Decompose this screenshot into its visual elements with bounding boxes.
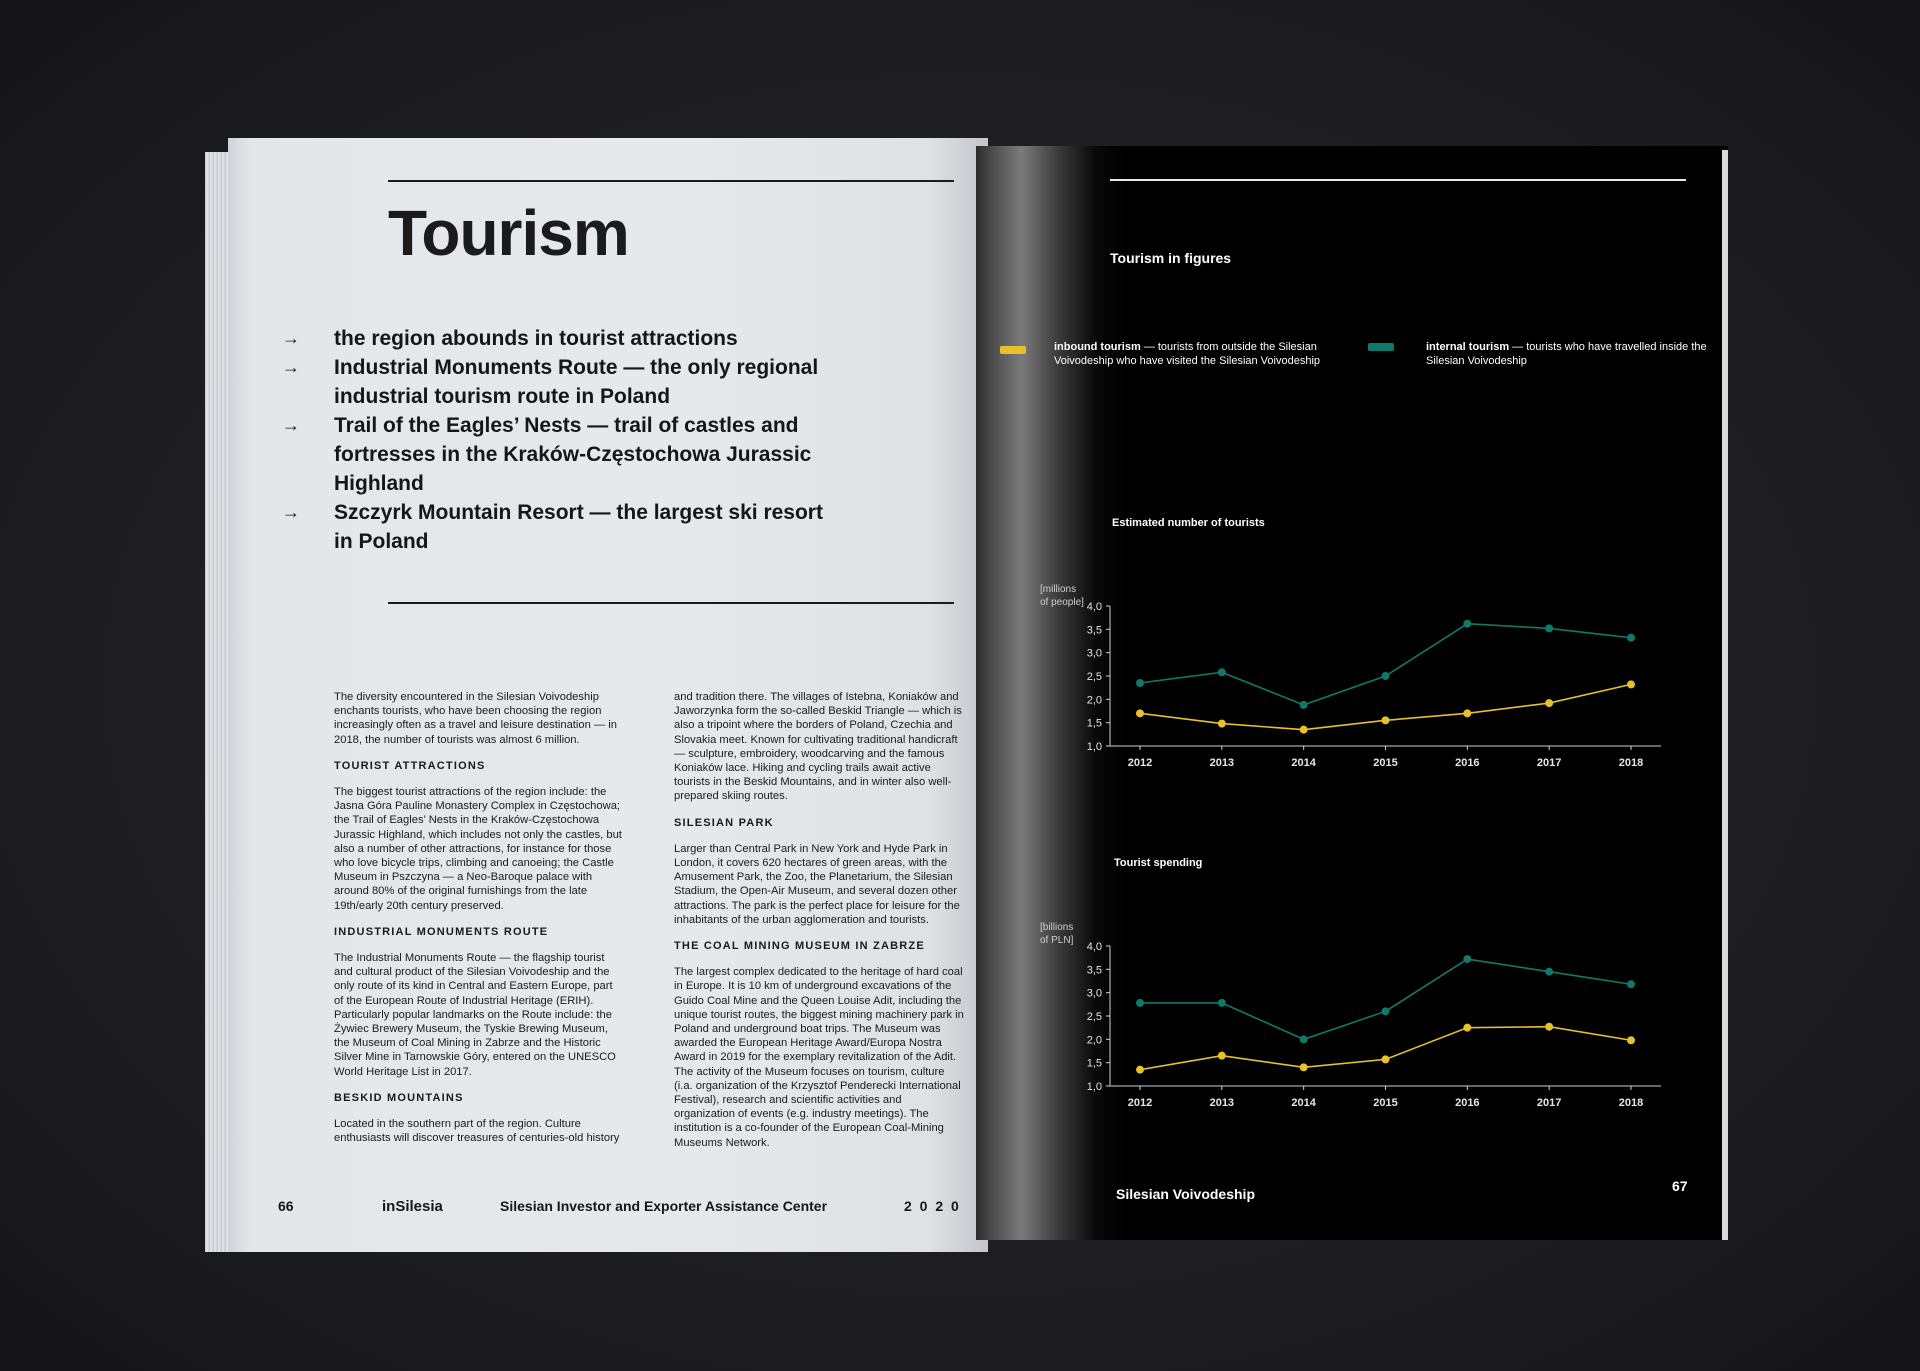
y-tick-label: 1,0 <box>1086 1081 1102 1093</box>
data-point <box>1218 999 1226 1007</box>
data-point <box>1463 709 1471 717</box>
series-line <box>1140 624 1631 705</box>
highlights-list <box>282 324 842 556</box>
page-number: 66 <box>278 1198 294 1214</box>
data-point <box>1218 720 1226 728</box>
page-title: Tourism <box>388 197 629 269</box>
section-heading: BESKID MOUNTAINS <box>334 1091 464 1104</box>
page-number: 67 <box>1672 1178 1688 1194</box>
data-point <box>1463 1024 1471 1032</box>
legend-swatch-internal <box>1368 343 1394 351</box>
legend-internal: internal tourism — tourists who have travelled inside the Silesian Voivodeship <box>1426 341 1707 367</box>
arrow-right-icon: → <box>282 357 300 377</box>
y-tick-label: 1,5 <box>1086 717 1102 730</box>
text-column-1 <box>334 690 624 1157</box>
data-point <box>1300 1063 1308 1071</box>
paragraph: and tradition there. The villages of Istebna, Koniaków and Jaworzynka form the so-called Beskid Triangle — which is also a tripoint where the borders of Poland, Czechia and Slovakia meet. Known for cultivating traditional handicraft — sculpture, embroidery, woodcarving and the famous Koniaków lace. Hiking and cycling trails await active tourists in the Beskid Mountains, and in winter also well-prepared skiing routes. <box>674 691 962 803</box>
arrow-right-icon: → <box>282 415 300 435</box>
section-heading: TOURIST ATTRACTIONS <box>334 759 486 772</box>
x-tick-label: 2018 <box>1618 1097 1644 1106</box>
chart-title: Tourist spending <box>1114 857 1203 869</box>
tourists-chart <box>1076 586 1676 766</box>
data-point <box>1218 668 1226 676</box>
data-point <box>1300 726 1308 734</box>
arrow-right-icon: → <box>282 502 300 522</box>
x-tick-label: 2013 <box>1209 757 1235 766</box>
data-point <box>1545 699 1553 707</box>
section-rule <box>388 602 954 604</box>
list-item: → Industrial Monuments Route — the only regional industrial tourism route in Poland <box>282 353 842 411</box>
x-tick-label: 2015 <box>1373 1097 1398 1106</box>
section-heading: INDUSTRIAL MONUMENTS ROUTE <box>334 925 549 938</box>
y-tick-label: 1,0 <box>1086 741 1102 753</box>
data-point <box>1300 1035 1308 1043</box>
data-point <box>1627 680 1635 688</box>
data-point <box>1545 968 1553 976</box>
y-tick-label: 1,5 <box>1086 1057 1102 1070</box>
data-point <box>1627 980 1635 988</box>
year: 2 0 2 0 <box>904 1198 961 1214</box>
intro-paragraph: The diversity encountered in the Silesian Voivodeship enchants tourists, who have been choosing the region increasingly often as a travel and leisure destination — in 2018, the number of tourists was almost 6 million. <box>334 691 617 746</box>
page-edge <box>1722 150 1728 1240</box>
y-tick-label: 3,0 <box>1086 987 1102 1000</box>
data-point <box>1136 679 1144 687</box>
y-tick-label: 4,0 <box>1086 601 1102 613</box>
x-tick-label: 2016 <box>1455 757 1480 766</box>
arrow-right-icon: → <box>282 328 300 348</box>
data-point <box>1382 672 1390 680</box>
chart-title: Estimated number of tourists <box>1112 517 1265 529</box>
brand-logo: inSilesia <box>382 1198 443 1215</box>
left-page <box>228 138 988 1252</box>
list-item: → Szczyrk Mountain Resort — the largest ski resort in Poland <box>282 498 842 556</box>
x-tick-label: 2015 <box>1373 757 1398 766</box>
spending-chart <box>1076 926 1676 1106</box>
data-point <box>1627 634 1635 642</box>
right-page <box>976 146 1728 1240</box>
data-point <box>1300 701 1308 709</box>
data-point <box>1382 1055 1390 1063</box>
data-point <box>1463 955 1471 963</box>
data-point <box>1382 716 1390 724</box>
x-tick-label: 2017 <box>1536 1097 1562 1106</box>
section-heading: THE COAL MINING MUSEUM IN ZABRZE <box>674 940 925 953</box>
x-tick-label: 2012 <box>1127 757 1153 766</box>
y-tick-label: 2,5 <box>1086 1011 1102 1023</box>
data-point <box>1545 624 1553 632</box>
y-tick-label: 3,0 <box>1086 647 1102 660</box>
paragraph: The Industrial Monuments Route — the flagship tourist and cultural product of the Silesian Voivodeship and the only route of its kind in Central and Eastern Europe, part of the European Route of Industrial Heritage (ERIH). Particularly popular landmarks on the Route include: the Żywiec Brewery Museum, the Tyskie Brewing Museum, the Museum of Coal Mining in Zabrze and the Historic Silver Mine in Tarnowskie Góry, entered on the UNESCO World Heritage List in 2017. <box>334 952 616 1078</box>
data-point <box>1545 1023 1553 1031</box>
chart-y-unit: [billions of PLN] <box>1040 922 1074 946</box>
paragraph: Located in the southern part of the region. Culture enthusiasts will discover treasures of centuries-old history <box>334 1118 620 1145</box>
section-heading: SILESIAN PARK <box>674 816 774 829</box>
list-item: → Trail of the Eagles’ Nests — trail of castles and fortresses in the Kraków-Częstochowa Jurassic Highland <box>282 411 842 498</box>
y-tick-label: 2,0 <box>1086 694 1102 707</box>
paragraph: The biggest tourist attractions of the region include: the Jasna Góra Pauline Monastery Complex in Częstochowa; the Trail of Eagles’ Nests in the Kraków-Częstochowa Jurassic Highland, which includes not only the castles, but also a number of other attractions, for instance for those who love bicycle trips, climbing and canoeing; the Castle Museum in Pszczyna — a Neo-Baroque palace with around 80% of the original furnishings from the late 19th/early 20th century preserved. <box>334 786 622 912</box>
data-point <box>1136 709 1144 717</box>
list-item: → the region abounds in tourist attractions <box>282 324 842 353</box>
y-tick-label: 2,5 <box>1086 671 1102 683</box>
legend-inbound: inbound tourism — tourists from outside the Silesian Voivodeship who have visited the Silesian Voivodeship <box>1054 341 1321 367</box>
x-tick-label: 2016 <box>1455 1097 1480 1106</box>
y-tick-label: 3,5 <box>1086 964 1102 977</box>
data-point <box>1218 1052 1226 1060</box>
section-heading: Tourism in figures <box>1110 250 1232 266</box>
top-rule <box>1110 179 1686 181</box>
x-tick-label: 2014 <box>1291 1097 1316 1106</box>
data-point <box>1463 620 1471 628</box>
text-column-2 <box>674 690 964 1162</box>
data-point <box>1627 1036 1635 1044</box>
y-tick-label: 3,5 <box>1086 624 1102 637</box>
data-point <box>1136 999 1144 1007</box>
x-tick-label: 2018 <box>1618 757 1644 766</box>
data-point <box>1382 1007 1390 1015</box>
chart-y-unit: [millions of people] <box>1040 584 1084 608</box>
data-point <box>1136 1066 1144 1074</box>
x-tick-label: 2014 <box>1291 757 1316 766</box>
x-tick-label: 2013 <box>1209 1097 1235 1106</box>
x-tick-label: 2012 <box>1127 1097 1153 1106</box>
y-tick-label: 4,0 <box>1086 941 1102 953</box>
paragraph: Larger than Central Park in New York and Hyde Park in London, it covers 620 hectares of green areas, with the Amusement Park, the Zoo, the Planetarium, the Silesian Stadium, the Open-Air Museum, and several dozen other attractions. The park is the perfect place for leisure for the inhabitants of the urban agglomeration and tourists. <box>674 842 960 926</box>
paragraph: The largest complex dedicated to the heritage of hard coal in Europe. It is 10 km of underground excavations of the Guido Coal Mine and the Queen Louise Adit, including the unique tourist routes, the biggest mining machinery park in Poland and underground boat trips. The Museum was awarded the European Heritage Award/Europa Nostra Award in 2019 for the exemplary revitalization of the Adit. The activity of the Museum focuses on tourism, culture (i.a. organization of the Krzysztof Penderecki International Festival), research and scientific activities and organization of events (e.g. industry meetings). The institution is a co-founder of the European Coal-Mining Museums Network. <box>674 966 964 1149</box>
organization-name: Silesian Investor and Exporter Assistance Center <box>500 1198 828 1214</box>
legend-swatch-inbound <box>1000 346 1026 354</box>
region-name: Silesian Voivodeship <box>1116 1186 1256 1202</box>
y-tick-label: 2,0 <box>1086 1034 1102 1047</box>
top-rule <box>388 180 954 182</box>
x-tick-label: 2017 <box>1536 757 1562 766</box>
